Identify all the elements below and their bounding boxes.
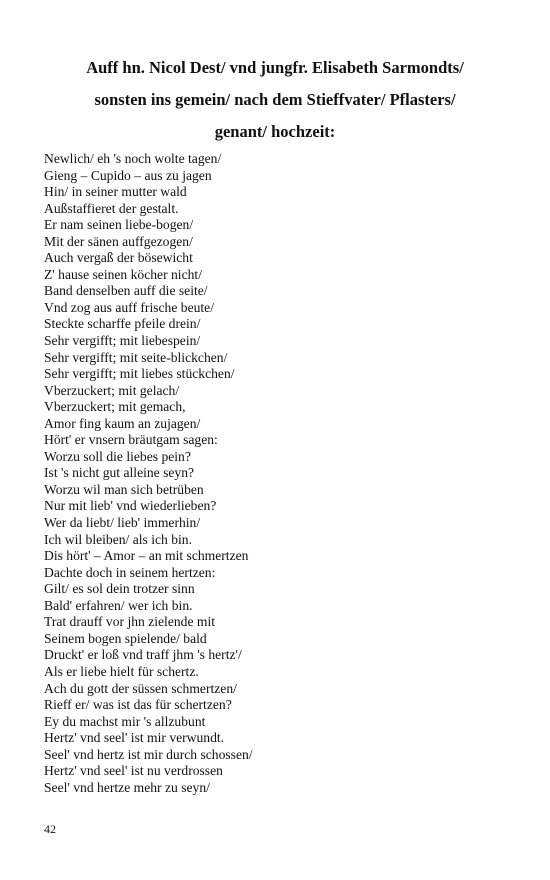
poem-line: Als er liebe hielt für schertz. (44, 663, 199, 679)
poem-line: Dachte doch in seinem hertzen: (44, 564, 216, 580)
title-line: sonsten ins gemein/ nach dem Stieffvater/ Pflasters/ (94, 90, 456, 109)
poem-text (44, 151, 514, 796)
poem-line: Ey du machst mir 's allzubunt (44, 713, 206, 729)
poem-line: Ist 's nicht gut alleine seyn? (44, 465, 195, 481)
page-number: 42 (44, 822, 56, 836)
poem-line: Druckt' er loß vnd traff jhm 's hertz'/ (44, 647, 242, 663)
poem-line: Sehr vergifft; mit liebes stückchen/ (44, 366, 235, 382)
poem-line: Seel' vnd hertze mehr zu seyn/ (44, 779, 210, 795)
poem-line: Er nam seinen liebe-bogen/ (44, 217, 194, 233)
poem-line: Gilt/ es sol dein trotzer sinn (44, 581, 195, 597)
poem-line: Sehr vergifft; mit seite-blickchen/ (44, 349, 228, 365)
poem-line: Nur mit lieb' vnd wiederlieben? (44, 498, 217, 514)
poem-line: Z' hause seinen köcher nicht/ (44, 266, 202, 282)
title-line: Auff hn. Nicol Dest/ vnd jungfr. Elisabeth Sarmondts/ (86, 58, 464, 77)
poem-line: Rieff er/ was ist das für schertzen? (44, 697, 232, 713)
poem-line: Seel' vnd hertz ist mir durch schossen/ (44, 746, 253, 762)
poem-title (0, 52, 550, 148)
poem-line: Trat drauff vor jhn zielende mit (44, 614, 216, 630)
poem-line: Ich wil bleiben/ als ich bin. (44, 531, 192, 547)
poem-line: Band denselben auff die seite/ (44, 283, 208, 299)
poem-line: Vberzuckert; mit gemach, (44, 399, 186, 415)
title-line: genant/ hochzeit: (214, 122, 336, 141)
poem-line: Hertz' vnd seel' ist nu verdrossen (44, 763, 223, 779)
poem-line: Außstaffieret der gestalt. (44, 200, 179, 216)
poem-line: Vberzuckert; mit gelach/ (44, 382, 180, 398)
poem-line: Ach du gott der süssen schmertzen/ (44, 680, 237, 696)
poem-line: Hertz' vnd seel' ist mir verwundt. (44, 730, 225, 746)
poem-line: Hin/ in seiner mutter wald (44, 184, 187, 200)
poem-line: Seinem bogen spielende/ bald (44, 630, 207, 646)
poem-line: Worzu soll die liebes pein? (44, 448, 191, 464)
poem-line: Wer da liebt/ lieb' immerhin/ (44, 515, 201, 531)
poem-line: Sehr vergifft; mit liebespein/ (44, 333, 201, 349)
poem-line: Newlich/ eh 's noch wolte tagen/ (44, 151, 222, 166)
poem-line: Gieng – Cupido – aus zu jagen (44, 167, 212, 183)
poem-line: Dis hört' – Amor – an mit schmertzen (44, 548, 249, 564)
poem-line: Mit der sänen auffgezogen/ (44, 233, 193, 249)
poem-line: Auch vergaß der bösewicht (44, 250, 193, 266)
poem-line: Worzu wil man sich betrüben (44, 481, 204, 497)
poem-line: Vnd zog aus auff frische beute/ (44, 299, 214, 315)
poem-line: Hört' er vnsern bräutgam sagen: (44, 432, 218, 448)
poem-line: Steckte scharffe pfeile drein/ (44, 316, 201, 332)
poem-line: Amor fing kaum an zujagen/ (44, 415, 201, 431)
poem-line: Bald' erfahren/ wer ich bin. (44, 597, 193, 613)
